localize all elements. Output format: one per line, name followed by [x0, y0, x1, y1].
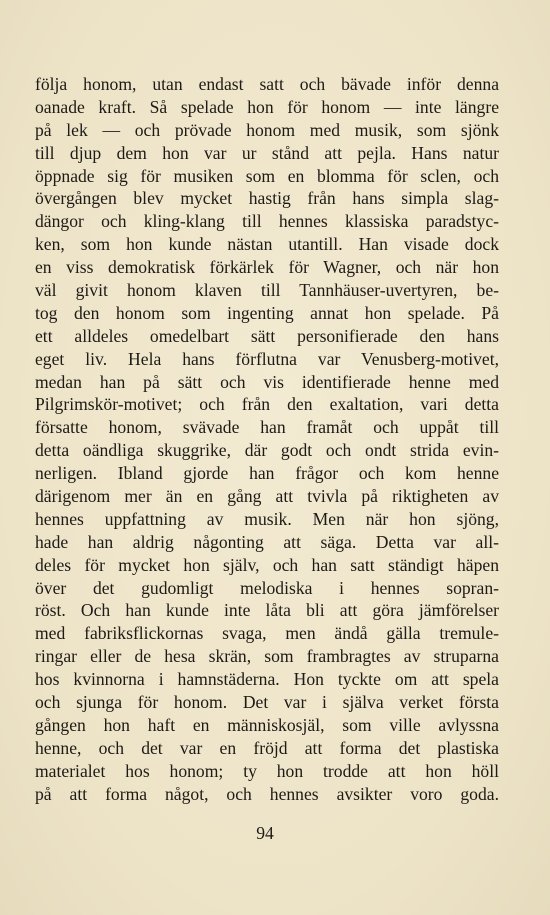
text-line: till djup dem hon var ur stånd att pejla. Hans natur	[35, 142, 499, 163]
text-line: på att forma något, och hennes avsikter voro goda.	[35, 783, 499, 804]
text-line: eget liv. Hela hans förflutna var Venusberg-motivet,	[35, 348, 499, 369]
text-line: materialet hos honom; ty hon trodde att hon höll	[35, 760, 499, 781]
text-line: på lek — och prövade honom med musik, som sjönk	[35, 119, 499, 140]
text-line: därigenom mer än en gång att tvivla på riktigheten av	[35, 486, 499, 507]
text-line: Pilgrimskör-motivet; och från den exaltation, vari detta	[35, 394, 499, 415]
text-line: hos kvinnorna i hamnstäderna. Hon tyckte om att spela	[35, 669, 499, 690]
text-line: följa honom, utan endast satt och bävade inför denna	[35, 74, 499, 94]
text-line: dängor och kling-klang till hennes klassiska paradstyc-	[35, 211, 499, 232]
text-line: nerligen. Ibland gjorde han frågor och kom henne	[35, 463, 499, 484]
text-line: hade han aldrig någonting att säga. Detta var all-	[35, 531, 499, 552]
text-line: en viss demokratisk förkärlek för Wagner, och när hon	[35, 257, 499, 278]
text-line: ringar eller de hesa skrän, som frambragtes av struparna	[35, 646, 499, 667]
text-line: oanade kraft. Så spelade hon för honom — inte längre	[35, 96, 499, 117]
text-line: gången hon haft en människosjäl, som ville avlyssna	[35, 714, 499, 735]
text-line: över det gudomligt melodiska i hennes sopran-	[35, 577, 499, 598]
text-line: hennes uppfattning av musik. Men när hon sjöng,	[35, 508, 499, 529]
text-line: detta oändliga skuggrike, där godt och ondt strida evin-	[35, 440, 499, 461]
page-number: 94	[256, 823, 274, 843]
text-line: ken, som hon kunde nästan utantill. Han visade dock	[35, 234, 499, 255]
text-line: tog den honom som ingenting annat hon spelade. På	[35, 302, 499, 323]
text-line: ett alldeles omedelbart sätt personifierade den hans	[35, 325, 499, 346]
text-line: röst. Och han kunde inte låta bli att göra jämförelser	[35, 600, 499, 621]
text-line: väl givit honom klaven till Tannhäuser-uvertyren, be-	[35, 280, 499, 301]
text-line: försatte honom, svävade han framåt och uppåt till	[35, 417, 499, 438]
text-line: henne, och det var en fröjd att forma det plastiska	[35, 737, 499, 758]
text-line: och sjunga för honom. Det var i själva verket första	[35, 692, 499, 713]
body-text	[35, 73, 499, 806]
text-line: deles för mycket hon själv, och han satt ständigt häpen	[35, 554, 499, 575]
text-line: övergången blev mycket hastig från hans simpla slag-	[35, 188, 499, 209]
text-line: öppnade sig för musiken som en blomma för sclen, och	[35, 165, 499, 186]
text-line: medan han på sätt och vis identifierade henne med	[35, 371, 499, 392]
text-line: med fabriksflickornas svaga, men ändå gälla tremule-	[35, 623, 499, 644]
